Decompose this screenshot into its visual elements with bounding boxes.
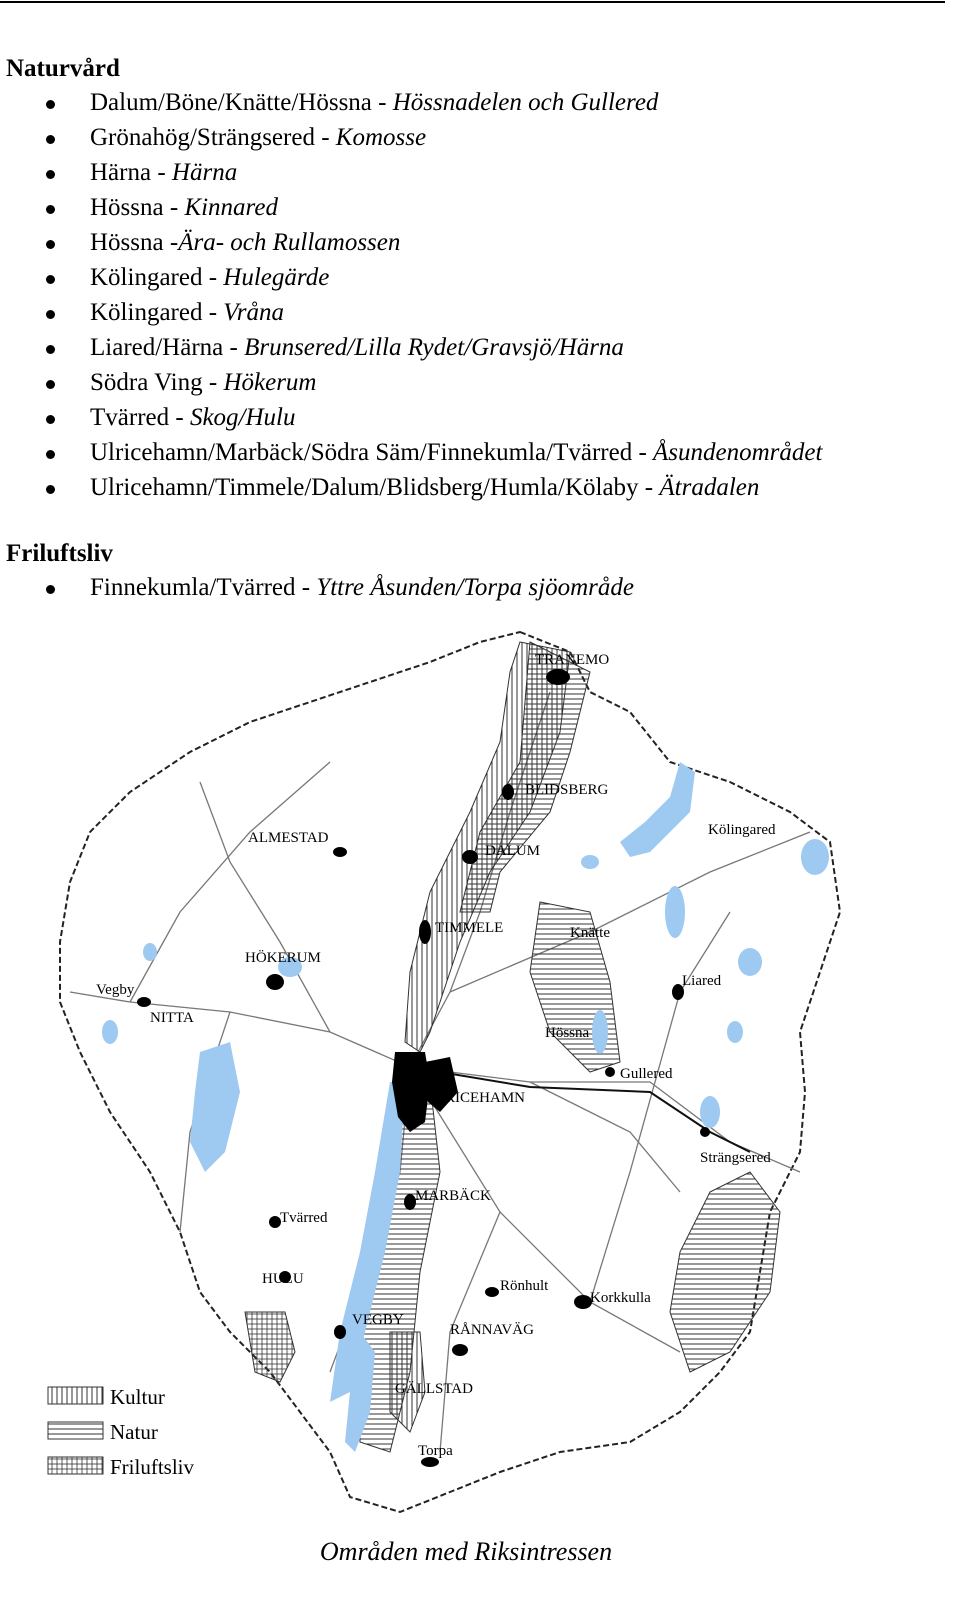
map-label: Korkkulla	[590, 1290, 651, 1306]
map-legend	[48, 1385, 195, 1479]
map-label: TIMMELE	[435, 920, 504, 936]
item-area: Hössnadelen och Gullered	[392, 89, 659, 116]
bullet-icon	[46, 485, 55, 494]
list-item	[0, 473, 822, 508]
map-label: Strängsered	[700, 1150, 771, 1166]
map-svg	[30, 612, 860, 1532]
item-area: Åsundenområdet	[653, 439, 823, 466]
item-place: Södra Ving -	[90, 369, 224, 396]
map-label: ALMESTAD	[248, 830, 329, 846]
list-item	[0, 123, 822, 158]
list-item	[0, 193, 822, 228]
friluftsliv-list	[0, 573, 634, 608]
bullet-icon	[46, 310, 55, 319]
item-area: Härna	[171, 159, 238, 186]
list-item	[0, 403, 822, 438]
legend-label-natur: Natur	[110, 1420, 158, 1444]
item-place: Kölingared -	[90, 299, 224, 326]
item-area: Ära- och Rullamossen	[178, 229, 401, 256]
item-area: Brunsered/Lilla Rydet/Gravsjö/Härna	[244, 334, 624, 361]
map-label: NITTA	[150, 1010, 194, 1026]
item-area: Komosse	[335, 124, 427, 151]
bullet-icon	[46, 170, 55, 179]
item-place: Dalum/Böne/Knätte/Hössna -	[90, 89, 393, 116]
list-item	[0, 298, 822, 333]
map-label: HÖKERUM	[245, 950, 321, 966]
map-label: ULRICEHAMN	[425, 1090, 525, 1106]
item-place: Hössna -	[90, 229, 179, 256]
map-label: Vegby	[96, 982, 135, 998]
map-label: Knätte	[570, 925, 610, 941]
item-place: Hössna -	[90, 194, 185, 221]
list-item	[0, 438, 822, 473]
municipality-map	[30, 612, 860, 1532]
map-label: GÄLLSTAD	[395, 1381, 473, 1397]
legend-label-kultur: Kultur	[110, 1385, 165, 1409]
map-label: Tvärred	[280, 1210, 328, 1226]
list-item	[0, 263, 822, 298]
item-place: Finnekumla/Tvärred -	[90, 574, 317, 601]
bullet-icon	[46, 135, 55, 144]
top-rule	[0, 1, 945, 3]
map-label: Hössna	[545, 1025, 590, 1041]
item-place: Grönahög/Strängsered -	[90, 124, 336, 151]
item-area: Yttre Åsunden/Torpa sjöområde	[316, 574, 634, 601]
map-label: Liared	[682, 973, 722, 989]
item-area: Ätradalen	[659, 474, 760, 501]
map-label: Gullered	[620, 1066, 673, 1082]
legend-swatch-friluftsliv	[48, 1457, 103, 1474]
item-place: Ulricehamn/Marbäck/Södra Säm/Finnekumla/Tvärred -	[90, 439, 654, 466]
item-place: Ulricehamn/Timmele/Dalum/Blidsberg/Humla/Kölaby -	[90, 474, 660, 501]
item-place: Härna -	[90, 159, 172, 186]
list-item	[0, 88, 822, 123]
item-area: Hökerum	[223, 369, 317, 396]
map-label: VEGBY	[352, 1312, 404, 1328]
map-label: MARBÄCK	[415, 1188, 491, 1204]
item-place: Liared/Härna -	[90, 334, 245, 361]
legend-label-friluftsliv: Friluftsliv	[110, 1455, 195, 1479]
list-item	[0, 228, 822, 263]
bullet-icon	[46, 100, 55, 109]
bullet-icon	[46, 450, 55, 459]
map-label: Rönhult	[500, 1278, 549, 1294]
bullet-icon	[46, 275, 55, 284]
bullet-icon	[46, 345, 55, 354]
item-area: Vråna	[223, 299, 284, 326]
bullet-icon	[46, 380, 55, 389]
list-item	[0, 158, 822, 193]
bullet-icon	[46, 585, 55, 594]
naturvard-list	[0, 88, 822, 508]
item-place: Tvärred -	[90, 404, 190, 431]
map-label: TRANEMO	[535, 652, 610, 668]
map-label: HULU	[262, 1271, 304, 1287]
legend-swatch-natur	[48, 1422, 103, 1439]
section-heading-naturvard: Naturvård	[6, 55, 120, 82]
bullet-icon	[46, 205, 55, 214]
list-item	[0, 333, 822, 368]
list-item	[0, 573, 634, 608]
list-item	[0, 368, 822, 403]
figure-caption: Områden med Riksintressen	[319, 1537, 613, 1566]
map-label: DALUM	[485, 843, 540, 859]
legend-swatch-kultur	[48, 1387, 103, 1404]
item-area: Hulegärde	[223, 264, 330, 291]
item-area: Kinnared	[184, 194, 278, 221]
map-label: Torpa	[418, 1443, 453, 1459]
bullet-icon	[46, 415, 55, 424]
bullet-icon	[46, 240, 55, 249]
map-label: RÅNNAVÄG	[450, 1322, 534, 1338]
item-area: Skog/Hulu	[189, 404, 296, 431]
map-label: BLIDSBERG	[525, 782, 609, 798]
section-heading-friluftsliv: Friluftsliv	[6, 540, 113, 567]
map-label: Kölingared	[708, 822, 776, 838]
item-place: Kölingared -	[90, 264, 224, 291]
